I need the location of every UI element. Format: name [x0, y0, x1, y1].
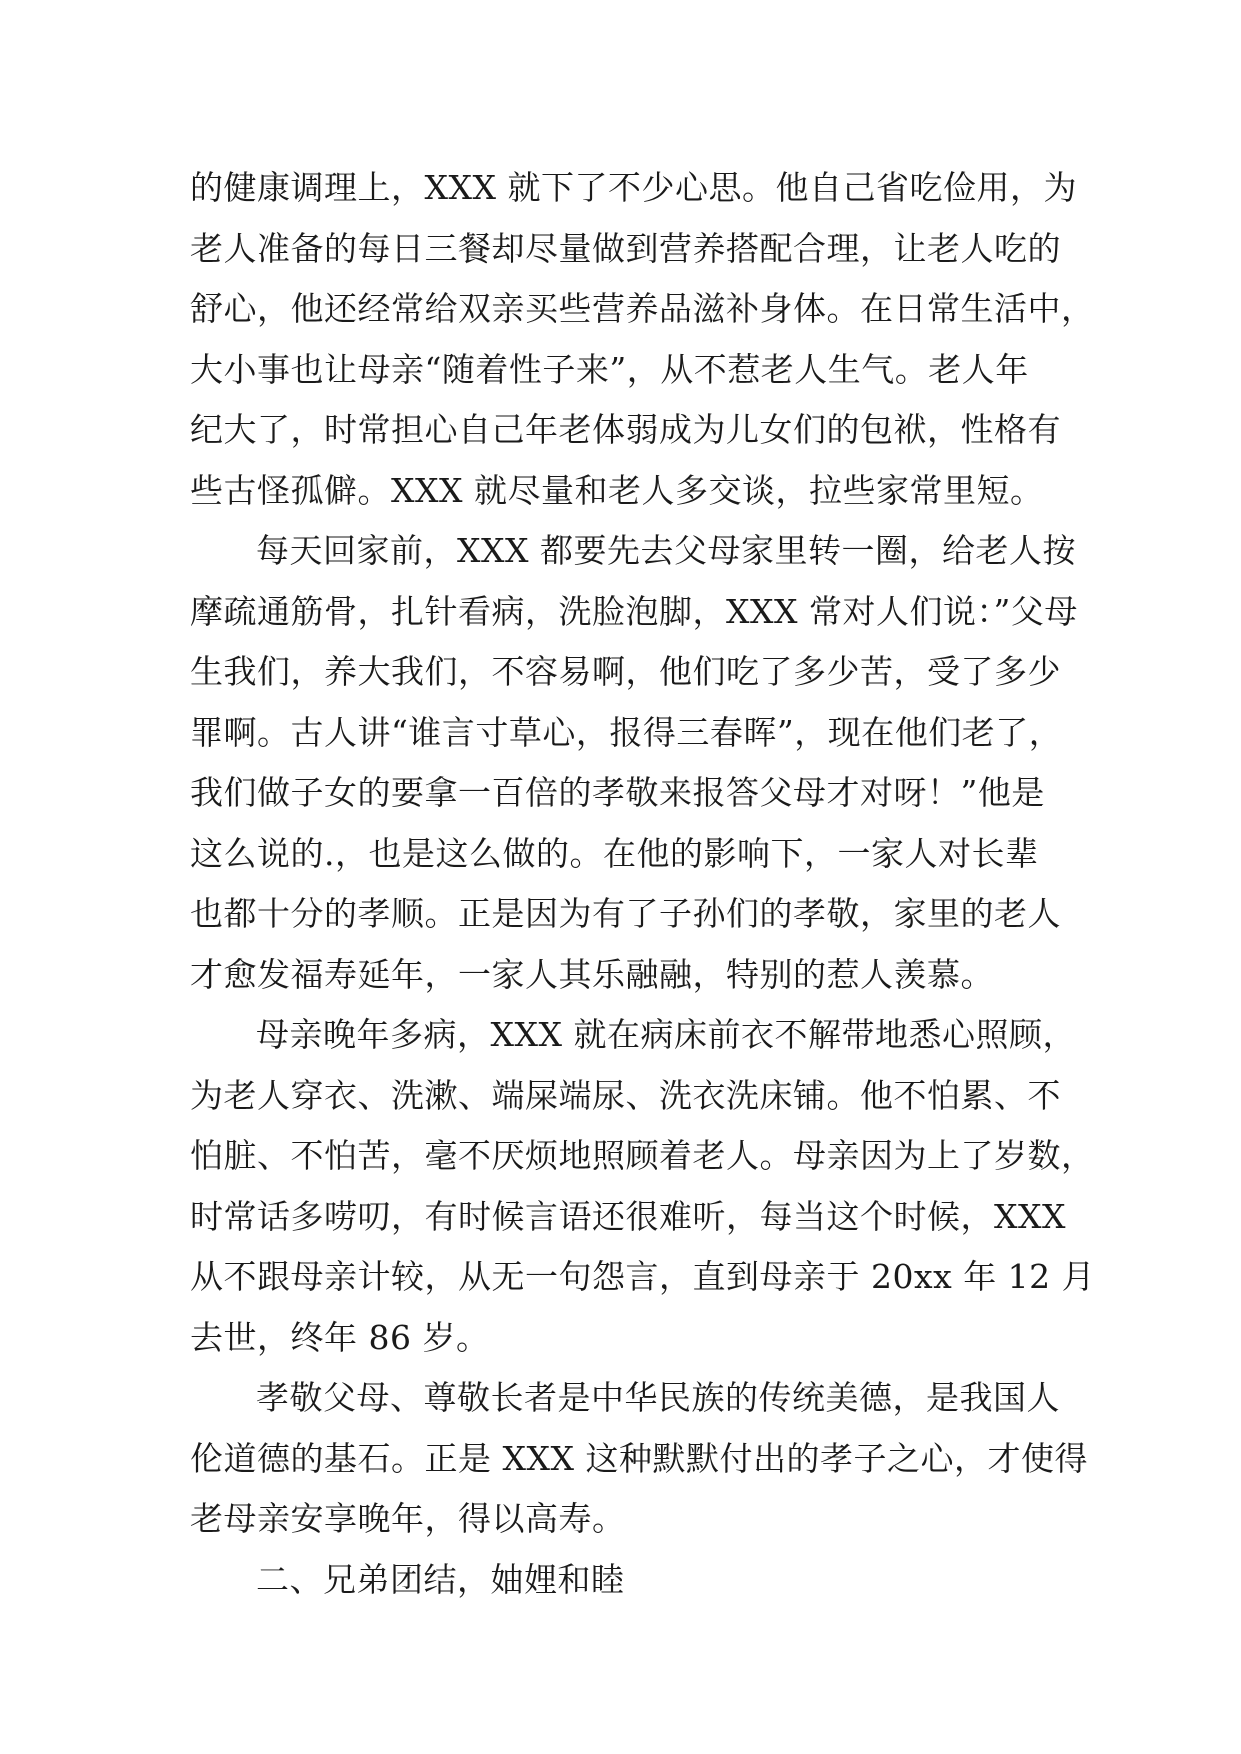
paragraph — [190, 158, 1095, 521]
text-line: 舒心，他还经常给双亲买些营养品滋补身体。在日常生活中， — [190, 289, 1095, 328]
text-line: 二、兄弟团结，妯娌和睦 — [256, 1559, 625, 1599]
paragraph — [190, 521, 1078, 1005]
text-line: 母亲晚年多病，XXX 就在病床前衣不解带地悉心照顾， — [256, 1015, 1076, 1054]
text-line: 才愈发福寿延年，一家人其乐融融，特别的惹人羡慕。 — [190, 954, 994, 994]
text-line: 生我们，养大我们，不容易啊，他们吃了多少苦，受了多少 — [190, 652, 1061, 691]
text-line: 些古怪孤僻。XXX 就尽量和老人多交谈，拉些家常里短。 — [190, 470, 1044, 510]
paragraph — [190, 1550, 1070, 1611]
text-line: 我们做子女的要拿一百倍的孝敬来报答父母才对呀！”他是 — [190, 773, 1045, 812]
text-line: 老人准备的每日三餐却尽量做到营养搭配合理，让老人吃的 — [190, 228, 1061, 268]
document-body — [190, 158, 1096, 1610]
text-line: 从不跟母亲计较，从无一句怨言，直到母亲于 20xx 年 12 月 — [190, 1257, 1096, 1296]
text-line: 去世，终年 86 岁。 — [190, 1317, 490, 1357]
text-line: 纪大了，时常担心自己年老体弱成为儿女们的包袱，性格有 — [190, 410, 1061, 449]
text-line: 也都十分的孝顺。正是因为有了子孙们的孝敬，家里的老人 — [190, 894, 1061, 933]
text-line: 伦道德的基石。正是 XXX 这种默默付出的孝子之心，才使得 — [190, 1438, 1088, 1478]
text-line: 这么说的.，也是这么做的。在他的影响下，一家人对长辈 — [190, 833, 1039, 873]
text-line: 的健康调理上，XXX 就下了不少心思。他自己省吃俭用，为 — [190, 168, 1077, 207]
text-line: 孝敬父母、尊敬长者是中华民族的传统美德，是我国人 — [256, 1378, 1060, 1417]
paragraph — [190, 1368, 1088, 1550]
text-line: 时常话多唠叨，有时候言语还很难听，每当这个时候，XXX — [190, 1196, 1066, 1236]
text-line: 为老人穿衣、洗漱、端屎端尿、洗衣洗床铺。他不怕累、不 — [190, 1075, 1061, 1115]
text-line: 老母亲安享晚年，得以高寿。 — [190, 1499, 626, 1538]
paragraph — [190, 1005, 1096, 1368]
text-line: 摩疏通筋骨，扎针看病，洗脸泡脚，XXX 常对人们说：”父母 — [190, 591, 1078, 631]
text-line: 怕脏、不怕苦，毫不厌烦地照顾着老人。母亲因为上了岁数， — [190, 1136, 1095, 1175]
text-line: 每天回家前，XXX 都要先去父母家里转一圈，给老人按 — [256, 531, 1076, 570]
text-line: 大小事也让母亲“随着性子来”，从不惹老人生气。老人年 — [190, 349, 1029, 389]
text-line: 罪啊。古人讲“谁言寸草心，报得三春晖”，现在他们老了， — [190, 712, 1063, 752]
